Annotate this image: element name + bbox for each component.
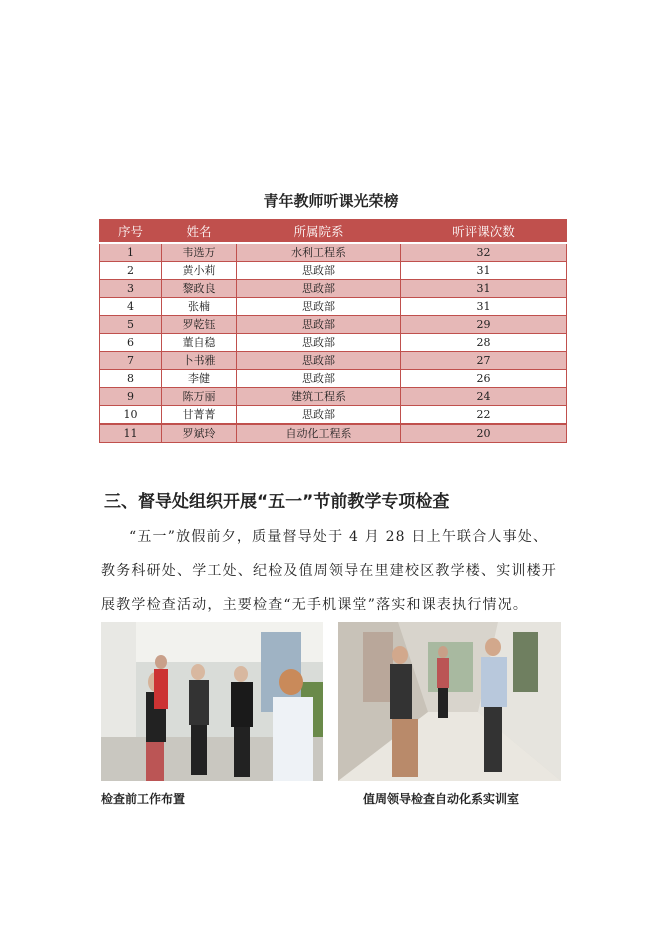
table-cell: 思政部 bbox=[237, 352, 401, 370]
table-cell: 4 bbox=[100, 298, 162, 316]
table-row bbox=[100, 262, 567, 280]
table-cell: 31 bbox=[401, 262, 567, 280]
table-row bbox=[100, 243, 567, 262]
table-cell: 罗乾钰 bbox=[162, 316, 237, 334]
honor-table bbox=[99, 219, 567, 443]
table-cell: 24 bbox=[401, 388, 567, 406]
photo-work-briefing bbox=[101, 622, 323, 781]
table-cell: 思政部 bbox=[237, 316, 401, 334]
table-row bbox=[100, 406, 567, 425]
table-cell: 3 bbox=[100, 280, 162, 298]
table-cell: 32 bbox=[401, 243, 567, 262]
table-cell: 思政部 bbox=[237, 298, 401, 316]
table-cell: 31 bbox=[401, 280, 567, 298]
table-row bbox=[100, 316, 567, 334]
table-cell: 黄小莉 bbox=[162, 262, 237, 280]
table-row bbox=[100, 370, 567, 388]
table-cell: 1 bbox=[100, 243, 162, 262]
col-header: 所属院系 bbox=[237, 220, 401, 244]
table-cell: 20 bbox=[401, 424, 567, 443]
table-cell: 张楠 bbox=[162, 298, 237, 316]
table-cell: 甘菁菁 bbox=[162, 406, 237, 425]
table-cell: 韦选万 bbox=[162, 243, 237, 262]
table-cell: 27 bbox=[401, 352, 567, 370]
table-row bbox=[100, 334, 567, 352]
table-cell: 29 bbox=[401, 316, 567, 334]
table-cell: 水利工程系 bbox=[237, 243, 401, 262]
table-cell: 思政部 bbox=[237, 406, 401, 425]
table-row bbox=[100, 424, 567, 443]
col-header: 姓名 bbox=[162, 220, 237, 244]
table-cell: 思政部 bbox=[237, 370, 401, 388]
table-cell: 董自稳 bbox=[162, 334, 237, 352]
photo-caption: 检查前工作布置 bbox=[101, 792, 186, 806]
table-cell: 卜书雅 bbox=[162, 352, 237, 370]
table-cell: 22 bbox=[401, 406, 567, 425]
table-cell: 思政部 bbox=[237, 334, 401, 352]
table-cell: 7 bbox=[100, 352, 162, 370]
table-cell: 28 bbox=[401, 334, 567, 352]
table-cell: 10 bbox=[100, 406, 162, 425]
table-cell: 罗斌玲 bbox=[162, 424, 237, 443]
table-cell: 2 bbox=[100, 262, 162, 280]
table-cell: 自动化工程系 bbox=[237, 424, 401, 443]
table-cell: 黎政良 bbox=[162, 280, 237, 298]
table-title: 青年教师听课光荣榜 bbox=[263, 192, 399, 210]
table-row bbox=[100, 388, 567, 406]
table-cell: 11 bbox=[100, 424, 162, 443]
table-cell: 9 bbox=[100, 388, 162, 406]
table-row bbox=[100, 280, 567, 298]
photo-caption: 值周领导检查自动化系实训室 bbox=[363, 792, 520, 806]
table-row bbox=[100, 352, 567, 370]
table-cell: 31 bbox=[401, 298, 567, 316]
table-cell: 8 bbox=[100, 370, 162, 388]
body-paragraph: “五一”放假前夕，质量督导处于 4 月 28 日上午联合人事处、教务科研处、学工处、纪检及值周领导在里建校区教学楼、实训楼开展教学检查活动，主要检查“无手机课堂”落实和课表执行情况。 bbox=[101, 529, 557, 613]
table-cell: 思政部 bbox=[237, 262, 401, 280]
col-header: 听评课次数 bbox=[401, 220, 567, 244]
table-cell: 李健 bbox=[162, 370, 237, 388]
photo-lab-inspection bbox=[338, 622, 561, 781]
table-cell: 5 bbox=[100, 316, 162, 334]
section-heading: 三、督导处组织开展“五一”节前教学专项检查 bbox=[104, 492, 450, 512]
table-cell: 思政部 bbox=[237, 280, 401, 298]
table-cell: 建筑工程系 bbox=[237, 388, 401, 406]
table-row bbox=[100, 298, 567, 316]
table-cell: 陈万丽 bbox=[162, 388, 237, 406]
table-cell: 26 bbox=[401, 370, 567, 388]
table-cell: 6 bbox=[100, 334, 162, 352]
col-header: 序号 bbox=[100, 220, 162, 244]
